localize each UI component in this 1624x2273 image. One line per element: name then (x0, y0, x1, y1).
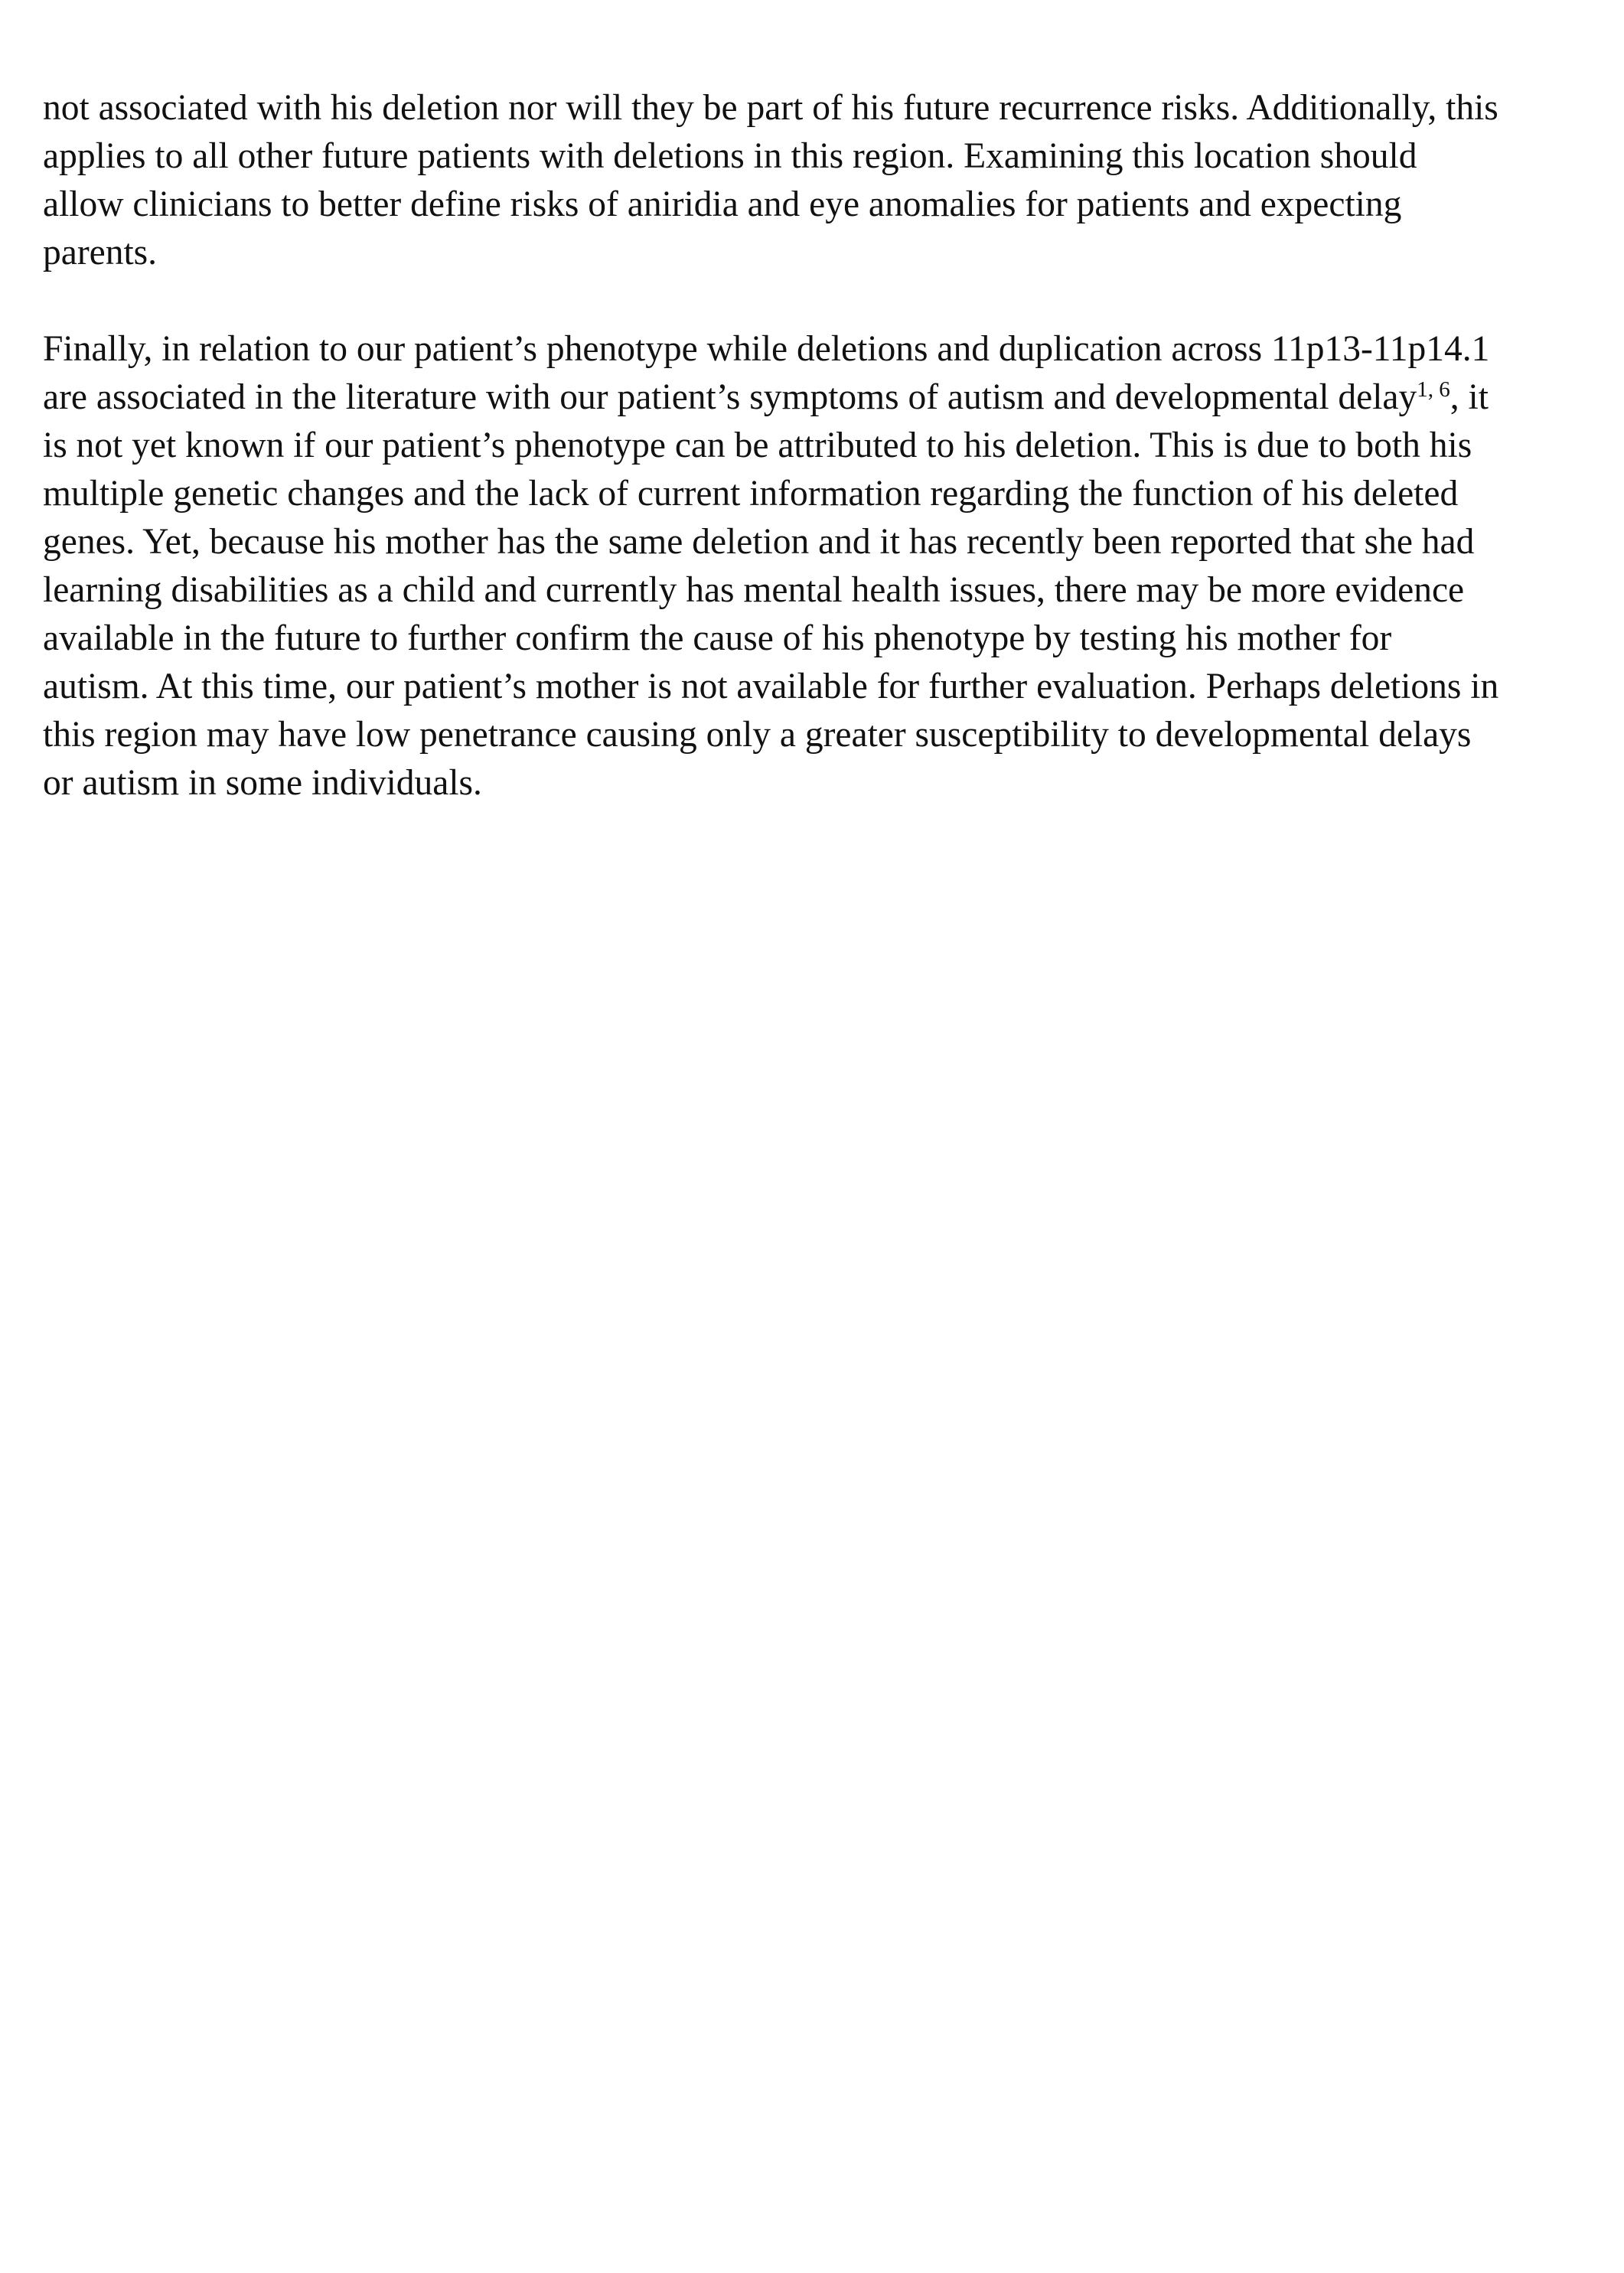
paragraph-phenotype (43, 325, 1498, 807)
text-segment: , it (1450, 377, 1489, 417)
text-line: parents. (43, 233, 158, 272)
text-line: or autism in some individuals. (43, 763, 482, 803)
document-page (43, 0, 1604, 2273)
text-line: not associated with his deletion nor will they be part of his future recurrence risks. Additionally, this (43, 88, 1498, 128)
text-line: multiple genetic changes and the lack of current information regarding the function of his deleted (43, 474, 1459, 514)
text-line-with-citation (43, 373, 1498, 422)
text-line: applies to all other future patients with deletions in this region. Examining this location should (43, 136, 1417, 176)
text-line: learning disabilities as a child and currently has mental health issues, there may be more evidence (43, 570, 1465, 610)
text-line: is not yet known if our patient’s phenotype can be attributed to his deletion. This is due to both his (43, 426, 1472, 465)
text-line: this region may have low penetrance causing only a greater susceptibility to developmental delays (43, 715, 1472, 755)
text-line: allow clinicians to better define risks of aniridia and eye anomalies for patients and expecting (43, 184, 1402, 224)
text-line: available in the future to further confirm the cause of his phenotype by testing his mother for (43, 618, 1392, 658)
citation-superscript: 1, 6 (1417, 377, 1450, 402)
text-segment: are associated in the literature with our patient’s symptoms of autism and developmental delay (43, 377, 1417, 417)
text-line: Finally, in relation to our patient’s phenotype while deletions and duplication across 11p13-11p14.1 (43, 329, 1490, 369)
text-line: genes. Yet, because his mother has the same deletion and it has recently been reported that she had (43, 522, 1475, 562)
text-line: autism. At this time, our patient’s mother is not available for further evaluation. Perhaps deletions in (43, 667, 1499, 706)
paragraph-recurrence-risks (43, 84, 1498, 277)
